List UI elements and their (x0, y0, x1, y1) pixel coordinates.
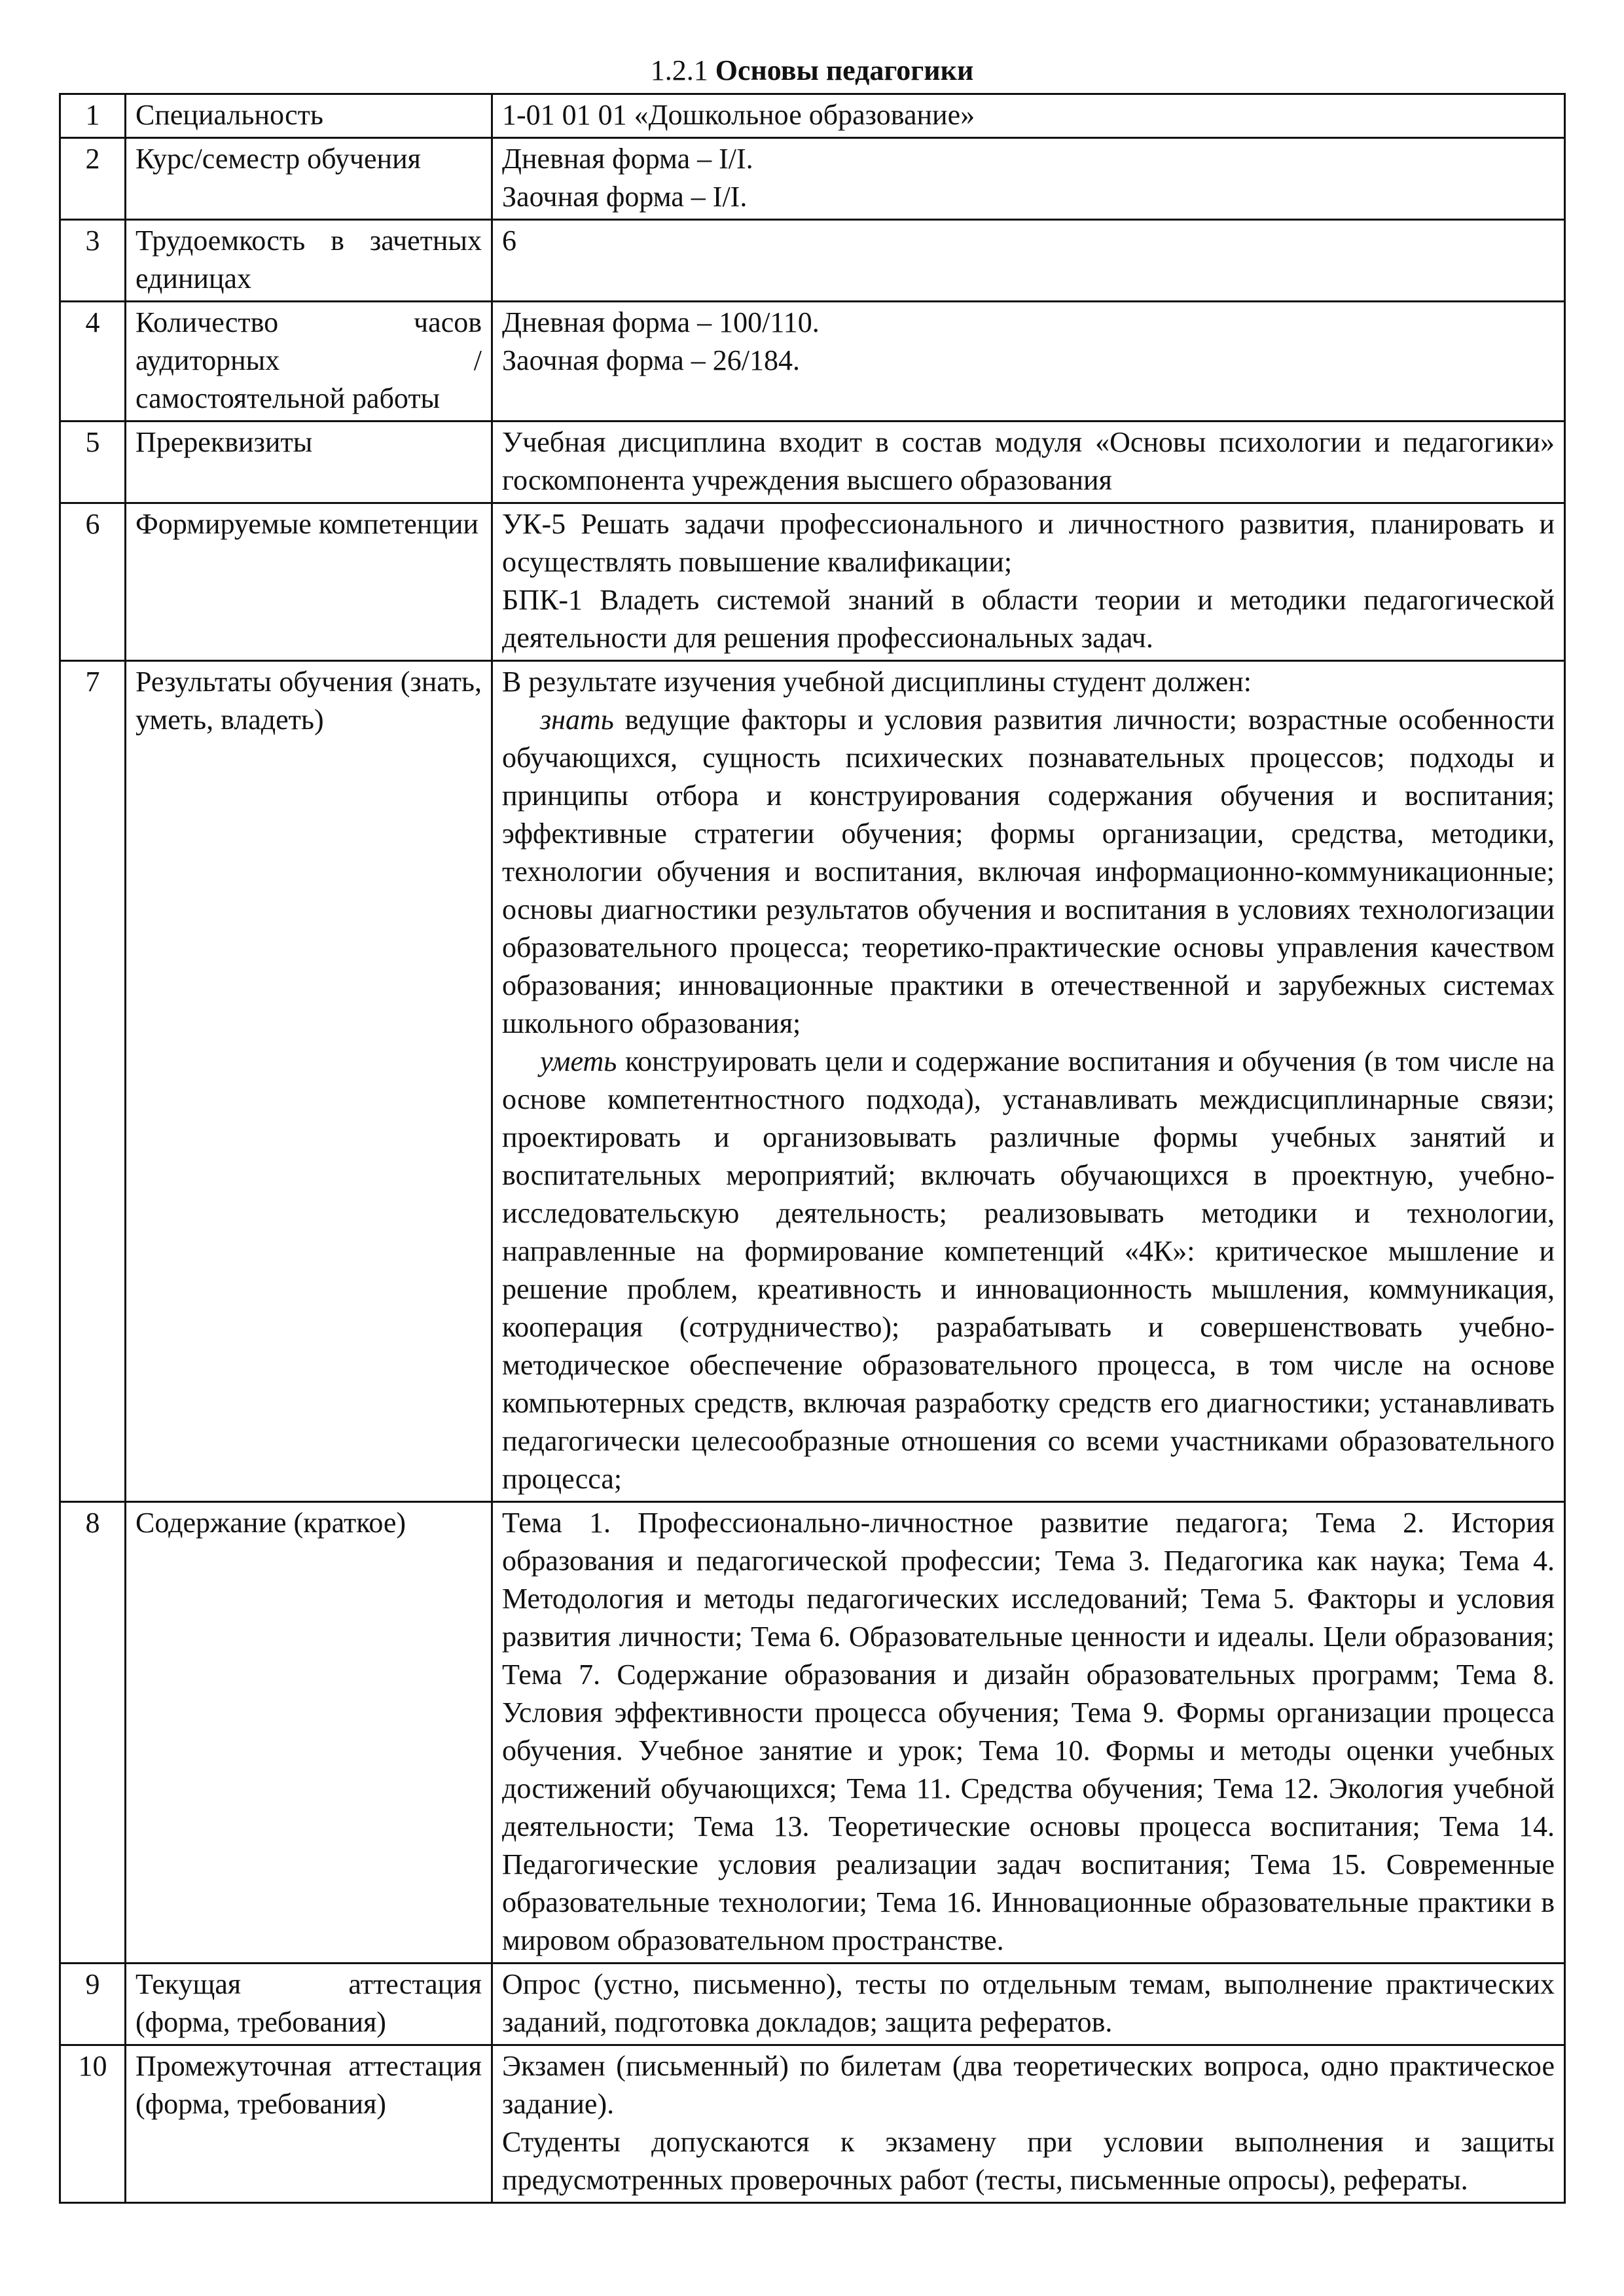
row-number: 4 (60, 302, 126, 422)
row-value (492, 503, 1565, 661)
can-term: уметь (540, 1045, 617, 1077)
table-row (60, 138, 1565, 220)
table-row (60, 1964, 1565, 2045)
competence-bpk1: БПК-1 Владеть системой знаний в области теории и методики педагогической деятельности для решения профессиональных задач. (502, 584, 1555, 654)
section-title: Основы педагогики (715, 54, 974, 86)
table-row (60, 422, 1565, 503)
row-number: 1 (60, 94, 126, 138)
value-line: Дневная форма – I/I. (502, 143, 753, 175)
row-label: Текущая аттестация (форма, требования) (126, 1964, 492, 2045)
table-row (60, 1502, 1565, 1964)
row-label: Курс/семестр обучения (126, 138, 492, 220)
row-value (492, 302, 1565, 422)
row-number: 7 (60, 661, 126, 1502)
value-line: Экзамен (письменный) по билетам (два теоретических вопроса, одно практическое задание). (502, 2050, 1555, 2120)
row-label: Специальность (126, 94, 492, 138)
table-row (60, 661, 1565, 1502)
table-row (60, 503, 1565, 661)
row-label: Пререквизиты (126, 422, 492, 503)
row-value (492, 2045, 1565, 2203)
results-know (502, 701, 1555, 1043)
row-number: 9 (60, 1964, 126, 2045)
table-row (60, 94, 1565, 138)
value-line: Заочная форма – 26/184. (502, 344, 801, 376)
table-row (60, 302, 1565, 422)
section-number: 1.2.1 (650, 54, 708, 86)
page-title (0, 52, 1624, 89)
row-label: Количество часов аудиторных / самостоятельной работы (126, 302, 492, 422)
row-label: Результаты обучения (знать, уметь, владеть) (126, 661, 492, 1502)
row-value (492, 661, 1565, 1502)
value-line: Студенты допускаются к экзамену при условии выполнения и защиты предусмотренных проверочных работ (тесты, письменные опросы), рефераты. (502, 2126, 1555, 2196)
row-value: Опрос (устно, письменно), тесты по отдельным темам, выполнение практических заданий, подготовка докладов; защита рефератов. (492, 1964, 1565, 2045)
row-number: 2 (60, 138, 126, 220)
row-value: Тема 1. Профессионально-личностное развитие педагога; Тема 2. История образования и педагогической профессии; Тема 3. Педагогика как наука; Тема 4. Методология и методы педагогических исследований; Тема 5. Факторы и условия развития личности; Тема 6. Образовательные ценности и идеалы. Цели образования; Тема 7. Содержание образования и дизайн образовательных программ; Тема 8. Условия эффективности процесса обучения; Тема 9. Формы организации процесса обучения. Учебное занятие и урок; Тема 10. Формы и методы оценки учебных достижений обучающихся; Тема 11. Средства обучения; Тема 12. Экология учебной деятельности; Тема 13. Теоретические основы процесса воспитания; Тема 14. Педагогические условия реализации задач воспитания; Тема 15. Современные образовательные технологии; Тема 16. Инновационные образовательные практики в мировом образовательном пространстве. (492, 1502, 1565, 1964)
value-line: Заочная форма – I/I. (502, 181, 748, 213)
know-term: знать (540, 704, 614, 736)
row-label: Трудоемкость в зачетных единицах (126, 220, 492, 302)
competence-uk5: УК-5 Решать задачи профессионального и личностного развития, планировать и осуществлять повышение квалификации; (502, 508, 1555, 578)
discipline-table (59, 93, 1566, 2204)
row-value (492, 138, 1565, 220)
row-number: 3 (60, 220, 126, 302)
row-number: 10 (60, 2045, 126, 2203)
row-label: Промежуточная аттестация (форма, требования) (126, 2045, 492, 2203)
row-label: Содержание (краткое) (126, 1502, 492, 1964)
results-intro: В результате изучения учебной дисциплины студент должен: (502, 666, 1252, 698)
results-can (502, 1043, 1555, 1498)
row-number: 6 (60, 503, 126, 661)
value-line: Дневная форма – 100/110. (502, 306, 820, 338)
know-text: ведущие факторы и условия развития личности; возрастные особенности обучающихся, сущность психических познавательных процессов; подходы и принципы отбора и конструирования содержания обучения и воспитания; эффективные стратегии обучения; формы организации, средства, методики, технологии обучения и воспитания, включая информационно-коммуникационные; основы диагностики результатов обучения и воспитания в условиях технологизации образовательного процесса; теоретико-практические основы управления качеством образования; инновационные практики в отечественной и зарубежных системах школьного образования; (502, 704, 1555, 1039)
row-value: 6 (492, 220, 1565, 302)
row-label: Формируемые компетенции (126, 503, 492, 661)
table-row (60, 2045, 1565, 2203)
row-value: Учебная дисциплина входит в состав модуля «Основы психологии и педагогики» госкомпонента учреждения высшего образования (492, 422, 1565, 503)
row-number: 8 (60, 1502, 126, 1964)
can-text: конструировать цели и содержание воспитания и обучения (в том числе на основе компетентностного подхода), устанавливать междисциплинарные связи; проектировать и организовывать различные формы учебных занятий и воспитательных мероприятий; включать обучающихся в проектную, учебно-исследовательскую деятельность; реализовывать методики и технологии, направленные на формирование компетенций «4К»: критическое мышление и решение проблем, креативность и инновационность мышления, коммуникация, кооперация (сотрудничество); разрабатывать и совершенствовать учебно-методическое обеспечение образовательного процесса, в том числе на основе компьютерных средств, включая разработку средств его диагностики; устанавливать педагогически целесообразные отношения со всеми участниками образовательного процесса; (502, 1045, 1555, 1495)
row-value: 1-01 01 01 «Дошкольное образование» (492, 94, 1565, 138)
table-row (60, 220, 1565, 302)
row-number: 5 (60, 422, 126, 503)
